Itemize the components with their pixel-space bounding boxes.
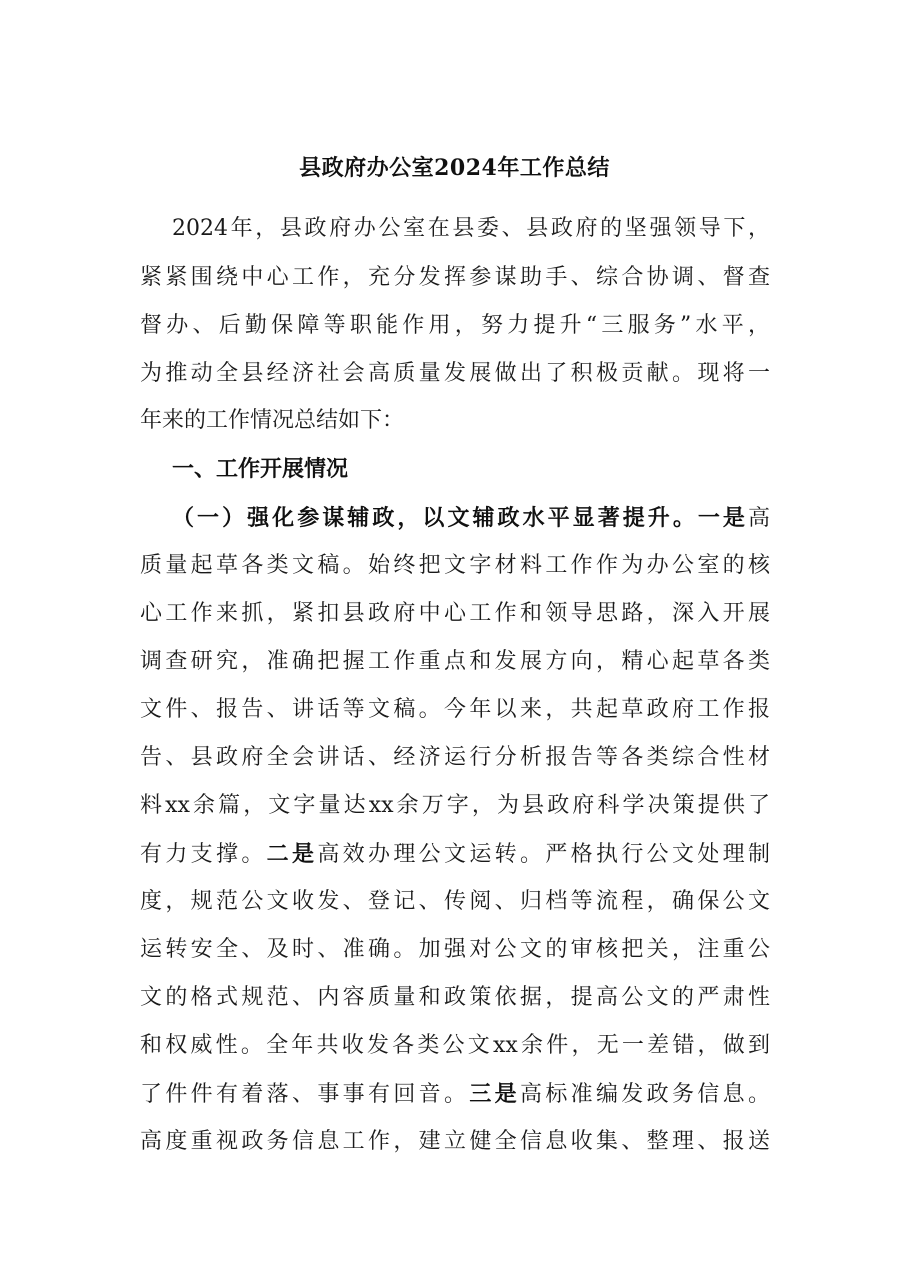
body-line-8 bbox=[140, 837, 770, 872]
intro-line-5: 年来的工作情况总结如下： bbox=[140, 408, 405, 433]
subsection-line-1 bbox=[172, 501, 770, 536]
line8-pre: 有力支撑。 bbox=[140, 842, 267, 867]
intro-line-3: 督办、后勤保障等职能作用，努力提升“三服务”水平， bbox=[140, 313, 770, 338]
line13-pre: 了件件有着落、事事有回音。 bbox=[140, 1082, 470, 1107]
lead-three: 三是 bbox=[469, 1081, 520, 1107]
intro-line-4: 为推动全县经济社会高质量发展做出了积极贡献。现将一 bbox=[140, 361, 770, 386]
subsection-heading: （一）强化参谋辅政，以文辅政水平显著提升。 bbox=[172, 505, 698, 531]
body-line-11: 文的格式规范、内容质量和政策依据，提高公文的严肃性 bbox=[140, 985, 770, 1010]
body-line-9: 度，规范公文收发、登记、传阅、归档等流程，确保公文 bbox=[140, 889, 770, 914]
body-line-10: 运转安全、及时、准确。加强对公文的审核把关，注重公 bbox=[140, 937, 770, 962]
body-line-14: 高度重视政务信息工作，建立健全信息收集、整理、报送 bbox=[140, 1129, 770, 1154]
intro-line-2: 紧紧围绕中心工作，充分发挥参谋助手、综合协调、督查 bbox=[140, 265, 770, 290]
body-line-4: 调查研究，准确把握工作重点和发展方向，精心起草各类 bbox=[140, 649, 770, 674]
document-title: 县政府办公室2024年工作总结 bbox=[299, 155, 610, 181]
body-line-3: 心工作来抓，紧扣县政府中心工作和领导思路，深入开展 bbox=[140, 601, 770, 626]
line13-post: 高标准编发政务信息。 bbox=[519, 1082, 770, 1107]
body-line-2: 质量起草各类文稿。始终把文字材料工作作为办公室的核 bbox=[140, 553, 770, 578]
lead-two: 二是 bbox=[266, 841, 318, 867]
line8-post: 高效办理公文运转。严格执行公文处理制 bbox=[317, 842, 770, 867]
body-line-6: 告、县政府全会讲话、经济运行分析报告等各类综合性材 bbox=[140, 745, 770, 770]
body-line-13 bbox=[140, 1077, 770, 1112]
lead-one: 一是 bbox=[697, 505, 748, 531]
body-line-5: 文件、报告、讲话等文稿。今年以来，共起草政府工作报 bbox=[140, 697, 770, 722]
section-heading: 一、工作开展情况 bbox=[172, 456, 349, 482]
intro-line-1: 2024年，县政府办公室在县委、县政府的坚强领导下， bbox=[172, 216, 770, 241]
line1-rest: 高 bbox=[747, 506, 770, 531]
body-line-12: 和权威性。全年共收发各类公文xx余件，无一差错，做到 bbox=[140, 1033, 770, 1058]
body-line-7: 料xx余篇，文字量达xx余万字，为县政府科学决策提供了 bbox=[140, 793, 770, 818]
